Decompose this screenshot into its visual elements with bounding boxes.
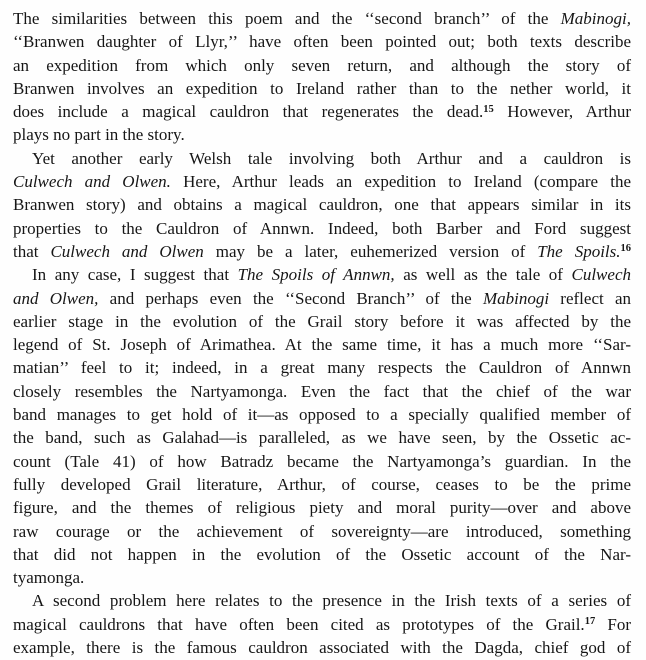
text-line: [13, 54, 631, 77]
body-text: plays no part in the story.: [13, 125, 185, 145]
italic-title-text: Culwech: [571, 265, 631, 285]
text-line: [13, 240, 631, 263]
text-line: [13, 287, 631, 310]
italic-title-text: Mabinogi,: [560, 9, 631, 28]
body-text: Yet another early Welsh tale involving both Arthur and a cauldron is: [32, 148, 631, 168]
text-line: [13, 263, 631, 286]
text-line: [13, 636, 631, 659]
paragraph: [13, 7, 631, 147]
text-line: [13, 380, 631, 403]
body-text: In any case, I suggest that: [32, 265, 238, 285]
body-text: band manages to get hold of it—as opposed to a specially qualified member of: [13, 405, 631, 425]
body-text: and perhaps even the ‘‘Second Branch’’ of the: [98, 288, 483, 308]
body-text: matian’’ feel to it; indeed, in a great many respects the Cauldron of Annwn: [13, 358, 631, 378]
body-text: as well as the tale of: [394, 265, 572, 285]
text-line: [13, 473, 631, 496]
text-line: [13, 426, 631, 449]
body-text: properties to the Cauldron of Annwn. Indeed, both Barber and Ford suggest: [13, 218, 631, 238]
footnote-ref: 15: [483, 103, 494, 115]
body-text: fully developed Grail literature, Arthur, of course, ceases to be the prime: [13, 474, 631, 494]
italic-title-text: Culwech and Olwen: [50, 241, 204, 261]
book-page-text: [13, 7, 631, 659]
text-line: [13, 147, 631, 170]
text-line: [13, 403, 631, 426]
body-text: legend of St. Joseph of Arimathea. At the same time, it has a much more ‘‘Sar-: [13, 335, 631, 355]
text-line: [13, 450, 631, 473]
text-line: [13, 333, 631, 356]
text-line: [13, 356, 631, 379]
text-line: [13, 193, 631, 216]
text-line: [13, 77, 631, 100]
paragraph: [13, 147, 631, 263]
text-line: [13, 589, 631, 612]
body-text: figure, and the themes of religious piety and moral purity—over and above: [13, 498, 631, 518]
body-text: raw courage or the achievement of sovereignty—are introduced, something: [13, 521, 631, 541]
footnote-ref: 17: [584, 616, 596, 628]
body-text: For: [595, 614, 631, 634]
body-text: the band, such as Galahad—is paralleled, as we have seen, by the Ossetic ac-: [13, 428, 631, 448]
body-text: may be a later, euhemerized version of: [203, 241, 538, 261]
body-text: count (Tale 41) of how Batradz became the Nartyamonga’s guardian. In the: [13, 451, 631, 471]
body-text: A second problem here relates to the presence in the Irish texts of a series of: [32, 591, 631, 611]
italic-title-text: Mabinogi: [482, 288, 550, 308]
text-line: [13, 566, 631, 589]
italic-title-text: Culwech and Olwen.: [13, 172, 171, 192]
italic-title-text: and Olwen,: [13, 288, 99, 308]
body-text: However, Arthur: [493, 102, 632, 122]
body-text: ‘‘Branwen daughter of Llyr,’’ have often been pointed out; both texts describe: [13, 32, 631, 52]
body-text: Branwen involves an expedition to Ireland rather than to the nether world, it: [13, 78, 631, 98]
body-text: Branwen story) and obtains a magical cauldron, one that appears similar in its: [13, 195, 631, 215]
text-line: [13, 100, 631, 123]
body-text: that did not happen in the evolution of the Ossetic account of the Nar-: [13, 544, 631, 564]
text-line: [13, 170, 631, 193]
text-line: [13, 123, 631, 146]
body-text: does include a magical cauldron that regenerates the dead.: [13, 102, 484, 122]
body-text: reflect an: [549, 288, 632, 308]
italic-title-text: The Spoils of Annwn,: [237, 265, 395, 285]
body-text: earlier stage in the evolution of the Grail story before it was affected by the: [13, 311, 631, 331]
italic-title-text: The Spoils.: [537, 241, 621, 261]
body-text: tyamonga.: [13, 568, 85, 588]
footnote-ref: 16: [620, 243, 631, 255]
body-text: an expedition from which only seven return, and although the story of: [13, 55, 631, 75]
body-text: The similarities between this poem and the ‘‘second branch’’ of the: [13, 9, 561, 28]
text-line: [13, 7, 631, 30]
body-text: closely resembles the Nartyamonga. Even the fact that the chief of the war: [13, 381, 631, 401]
text-line: [13, 496, 631, 519]
body-text: Here, Arthur leads an expedition to Ireland (compare the: [170, 172, 631, 192]
paragraph: [13, 589, 631, 659]
body-text: magical cauldrons that have often been cited as prototypes of the Grail.: [13, 614, 585, 634]
body-text: example, there is the famous cauldron associated with the Dagda, chief god of: [13, 638, 631, 658]
body-text: that: [13, 241, 51, 261]
text-line: [13, 613, 631, 636]
paragraph: [13, 263, 631, 589]
text-line: [13, 30, 631, 53]
text-line: [13, 310, 631, 333]
text-line: [13, 520, 631, 543]
text-line: [13, 217, 631, 240]
text-line: [13, 543, 631, 566]
